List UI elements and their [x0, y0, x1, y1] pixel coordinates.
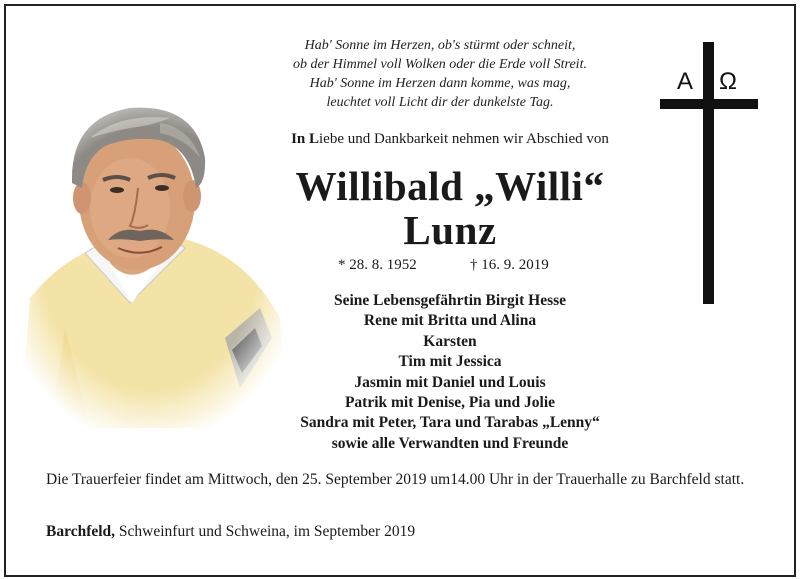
mourner-line: Patrik mit Denise, Pia und Jolie — [344, 394, 556, 412]
place-rest: Schweinfurt und Schweina, im September 2019 — [115, 523, 416, 540]
place-date-line — [46, 523, 415, 541]
place-bold: Barchfeld, — [46, 523, 116, 540]
mourner-line: Karsten — [423, 332, 477, 350]
poem-line: leuchtet voll Licht dir der dunkelste Tag. — [326, 95, 554, 110]
deceased-name-line2: Lunz — [403, 207, 497, 253]
intro-emphasis: In L — [291, 131, 319, 147]
poem — [250, 36, 630, 112]
mourner-line: Sandra mit Peter, Tara und Tarabas „Lenny“ — [300, 414, 600, 432]
deceased-name-line1: Willibald „Willi“ — [295, 163, 605, 209]
poem-line: Hab' Sonne im Herzen dann komme, was mag, — [309, 76, 571, 91]
cross-symbol — [650, 38, 766, 310]
mourner-line: Tim mit Jessica — [398, 353, 502, 371]
funeral-info: Die Trauerfeier findet am Mittwoch, den 25. September 2019 um14.00 Uhr in der Trauerhalle zu Barchfeld statt. — [46, 471, 745, 488]
omega-symbol: Ω — [719, 68, 737, 95]
birth-date: * 28. 8. 1952 — [338, 257, 417, 273]
intro-line — [200, 131, 700, 148]
mourner-line: sowie alle Verwandten und Freunde — [331, 434, 569, 452]
death-date: † 16. 9. 2019 — [470, 257, 549, 273]
mourner-line: Seine Lebensgefährtin Birgit Hesse — [333, 292, 567, 309]
intro-rest: iebe und Dankbarkeit nehmen wir Abschied von — [319, 131, 609, 147]
poem-line: Hab' Sonne im Herzen, ob's stürmt oder schneit, — [304, 38, 576, 53]
cross-icon — [650, 38, 766, 310]
alpha-symbol: Α — [677, 68, 694, 95]
mourner-line: Rene mit Britta und Alina — [363, 312, 537, 330]
mourner-line: Jasmin mit Daniel und Louis — [354, 373, 546, 391]
mourners-list — [250, 291, 650, 454]
poem-line: ob der Himmel voll Wolken oder die Erde voll Streit. — [293, 57, 587, 72]
